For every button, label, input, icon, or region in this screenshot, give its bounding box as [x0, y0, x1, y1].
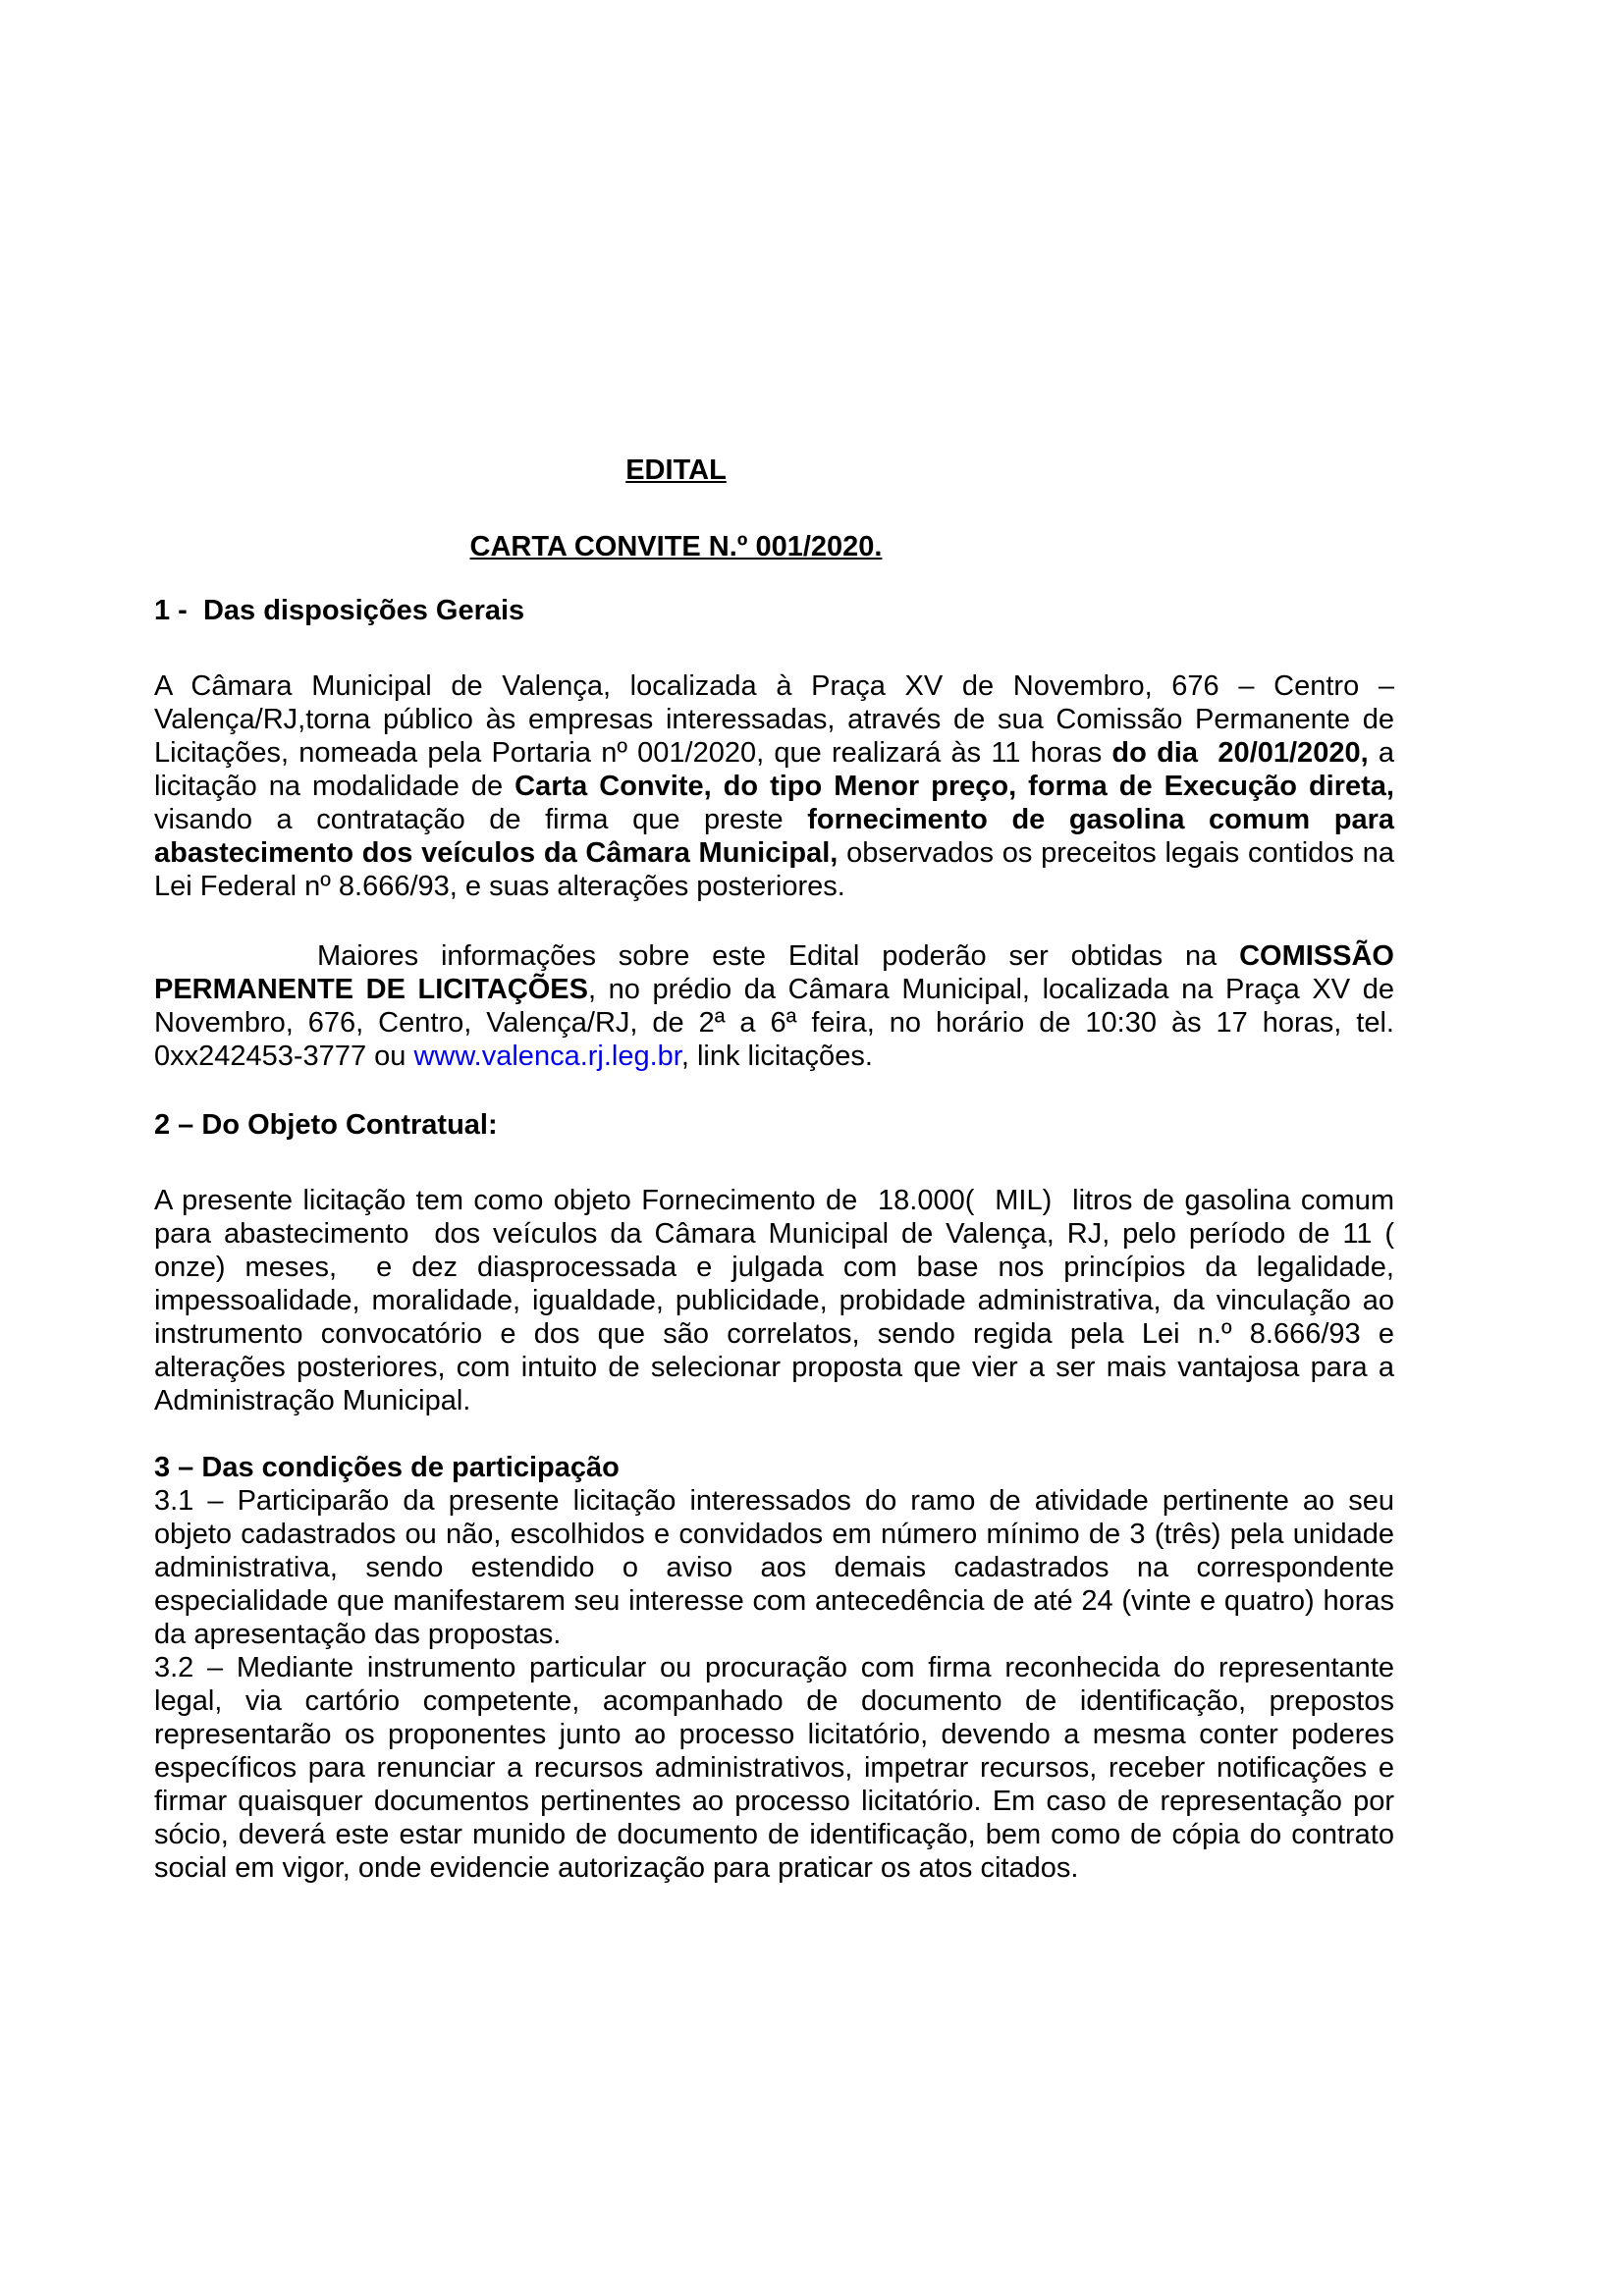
text-run: 3.1 – Participarão da presente licitação interessados do ramo de atividade pertinente ao seu objeto cadastrados ou não, escolhidos e convidados em número mínimo de 3 (três) pela unidade administrativa, sendo estendido o aviso aos demais cadastrados na correspondente especialidade que manifestarem seu interesse com antecedência de até 24 (vinte e quatro) horas da apresentação das propostas.: [154, 1485, 1403, 1650]
text-run: A Câmara Municipal de Valença, localizada à Praça XV de Novembro, 676 – Centro – Valença/RJ,torna público às empresas interessadas, através de sua Comissão Permanente de Licitações, nomeada pela Portaria nº 001/2020, que realizará às 11 horas: [154, 670, 1403, 769]
document-content: [154, 454, 1403, 1885]
section-1-paragraph-1: [154, 669, 1403, 903]
text-run: , link licitações.: [680, 1041, 873, 1072]
text-run: Maiores informações sobre este Edital poderão ser obtidas na: [317, 940, 1240, 972]
website-link[interactable]: www.valenca.rj.leg.br: [413, 1041, 681, 1072]
text-run: visando a contratação de firma que preste: [154, 771, 1403, 835]
section-3-paragraph-3-2: [154, 1651, 1403, 1885]
document-title: EDITAL: [625, 454, 727, 486]
document-subtitle: CARTA CONVITE N.º 001/2020.: [469, 531, 883, 562]
text-run: Carta Convite, do tipo Menor preço, forma de Execução direta,: [514, 771, 1394, 802]
text-run: a licitação na modalidade de: [154, 737, 1403, 802]
section-3-paragraph-3-1: [154, 1484, 1403, 1651]
section-1-paragraph-2: [154, 939, 1403, 1073]
section-2-heading: 2 – Do Objeto Contratual:: [154, 1109, 498, 1141]
text-run: observados os preceitos legais contidos na Lei Federal nº 8.666/93, e suas alterações posteriores.: [154, 837, 1403, 902]
text-run: fornecimento de gasolina comum para abastecimento dos veículos da Câmara Municipal: [154, 804, 1403, 869]
section-1-heading: 1 - Das disposições Gerais: [154, 595, 525, 626]
text-run: 3.2 – Mediante instrumento particular ou procuração com firma reconhecida do representante legal, via cartório competente, acompanhado de documento de identificação, prepostos representarão os proponentes junto ao processo licitatório, devendo a mesma conter poderes específicos para renunciar a recursos administrativos, impetrar recursos, receber notificações e firmar quaisquer documentos pertinentes ao processo licitatório. Em caso de representação por sócio, deverá este estar munido de documento de identificação, bem como de cópia do contrato social em vigor, onde evidencie autorização para praticar os atos citados.: [154, 1652, 1403, 1884]
text-run: A presente licitação tem como objeto Fornecimento de 18.000( MIL) litros de gasolina comum para abastecimento dos veículos da Câmara Municipal de Valença, RJ, pelo período de 11 ( onze) meses, e dez diasprocessada e julgada com base nos princípios da legalidade, impessoalidade, moralidade, igualdade, publicidade, probidade administrativa, da vinculação ao instrumento convocatório e dos que são correlatos, sendo regida pela Lei n.º 8.666/93 e alterações posteriores, com intuito de selecionar proposta que vier a ser mais vantajosa para a Administração Municipal.: [154, 1185, 1403, 1416]
section-3-heading: 3 – Das condições de participação: [154, 1452, 620, 1483]
text-run: ,: [830, 837, 839, 869]
section-2-paragraph-1: [154, 1184, 1403, 1417]
text-run: do dia 20/01/2020,: [1111, 737, 1369, 769]
text-run: , no prédio da Câmara Municipal, localizada na Praça XV de Novembro, 676, Centro, Valença/RJ, de 2ª a 6ª feira, no horário de 10:30 às 17 horas, tel. 0xx242453-3777 ou: [154, 974, 1403, 1072]
text-run: COMISSÃO PERMANENTE DE LICITAÇÕES: [154, 940, 1403, 1005]
